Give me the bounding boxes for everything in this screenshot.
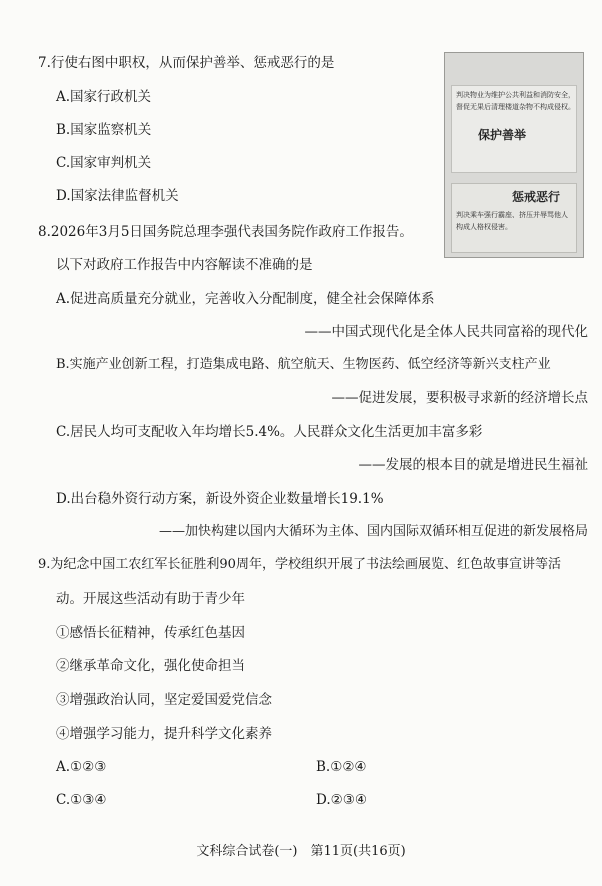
q8-option-c: C.居民人均可支配收入年均增长5.4%。人民群众文化生活更加丰富多彩 (56, 424, 483, 440)
q9-item-3: ③增强政治认同，坚定爱国爱党信念 (56, 692, 272, 708)
figure-bottom-text-1: 判决乘车强行霸座、挤压并辱骂他人 (456, 211, 568, 219)
q7-stem: 7.行使右图中职权，从而保护善举、惩戒恶行的是 (38, 55, 335, 71)
q7-option-d: D.国家法律监督机关 (56, 188, 179, 204)
q8-option-b-note: ——促进发展，要积极寻求新的经济增长点 (331, 390, 588, 406)
q8-option-a: A.促进高质量充分就业，完善收入分配制度，健全社会保障体系 (56, 291, 435, 307)
q9-stem-1: 9.为纪念中国工农红军长征胜利90周年，学校组织开展了书法绘画展览、红色故事宣讲等活 (38, 557, 561, 572)
q8-stem-2: 以下对政府工作报告中内容解读不准确的是 (56, 257, 313, 273)
q8-option-d: D.出台稳外资行动方案，新设外资企业数量增长19.1% (56, 491, 384, 507)
figure-top-text-1: 判决物业为维护公共利益和消防安全， (456, 91, 575, 99)
figure-bottom-text-2: 构成人格权侵害。 (456, 223, 512, 231)
q9-choice-b: B.①②④ (316, 759, 367, 775)
figure-top-heading: 保护善举 (478, 128, 527, 142)
q9-item-4: ④增强学习能力，提升科学文化素养 (56, 726, 272, 742)
q8-option-c-note: ——发展的根本目的就是增进民生福祉 (358, 457, 588, 473)
q9-choice-d: D.②③④ (316, 792, 367, 808)
q8-stem-1: 8.2026年3月5日国务院总理李强代表国务院作政府工作报告。 (38, 224, 413, 240)
q8-option-b: B.实施产业创新工程，打造集成电路、航空航天、生物医药、低空经济等新兴支柱产业 (56, 357, 551, 372)
q7-option-b: B.国家监察机关 (56, 122, 152, 138)
q9-item-1: ①感悟长征精神，传承红色基因 (56, 625, 245, 641)
q7-option-a: A.国家行政机关 (56, 89, 152, 105)
figure-top-text-2: 督促无果后清理楼道杂物不构成侵权。 (456, 103, 575, 111)
q8-option-d-note: ——加快构建以国内大循环为主体、国内国际双循环相互促进的新发展格局 (158, 524, 588, 539)
q9-choice-a: A.①②③ (56, 759, 107, 775)
figure-bottom-heading: 惩戒恶行 (512, 190, 561, 204)
q7-option-c: C.国家审判机关 (56, 155, 152, 171)
q9-item-2: ②继承革命文化，强化使命担当 (56, 658, 245, 674)
court-figure (444, 52, 584, 258)
q8-option-a-note: ——中国式现代化是全体人民共同富裕的现代化 (304, 324, 588, 340)
q9-stem-2: 动。开展这些活动有助于青少年 (56, 591, 245, 607)
figure-bottom-panel (451, 183, 577, 253)
figure-top-panel (451, 85, 577, 173)
page-footer: 文科综合试卷(一) 第11页(共16页) (196, 844, 406, 859)
q9-choice-c: C.①③④ (56, 792, 107, 808)
